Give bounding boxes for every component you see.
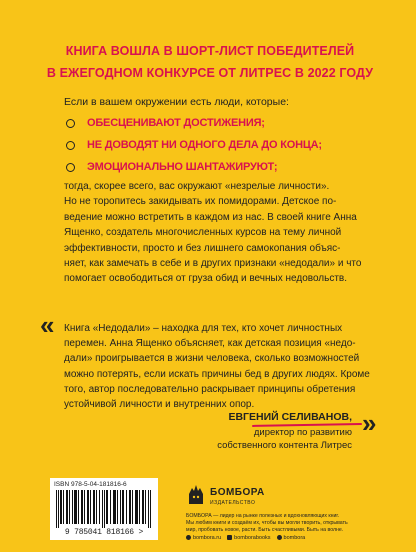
publisher-subtitle: ИЗДАТЕЛЬСТВО — [210, 500, 256, 506]
bullet-text: ЭМОЦИОНАЛЬНО ШАНТАЖИРУЮТ; — [87, 161, 278, 173]
paragraph-line: ведение можно встретить в каждом из нас. В своей книге Анна — [64, 211, 357, 223]
review-quote — [64, 321, 370, 412]
paragraph-line: Но не торопитесь закидывать их помидорами. Детское по- — [64, 196, 337, 208]
description-paragraph — [64, 179, 362, 287]
paragraph-line: няет, как замечать в себе и в других признаки «недодали» и что — [64, 258, 362, 270]
publisher-description-line: БОМБОРА — лидер на рынке полезных и вдохновляющих книг. — [186, 513, 340, 519]
circle-bullet-icon — [66, 141, 75, 150]
bullet-item — [44, 112, 384, 134]
publisher-name: БОМБОРА — [210, 487, 265, 498]
barcode — [50, 478, 158, 540]
social-link-text: bombora — [283, 535, 306, 541]
bullet-item — [44, 134, 384, 156]
hedgehog-logo-icon — [186, 482, 206, 506]
globe-icon — [186, 535, 191, 540]
quote-line: Книга «Недодали» – находка для тех, кто хочет личностных — [64, 323, 343, 334]
circle-bullet-icon — [66, 119, 75, 128]
paragraph-line: Ященко, создатель многочисленных курсов на тему личной — [64, 227, 342, 239]
barcode-bars-icon — [56, 490, 152, 528]
bullet-item — [44, 156, 384, 178]
headline-line-2: В ЕЖЕГОДНОМ КОНКУРСЕ ОТ ЛИТРЕС В 2022 ГОДУ — [46, 66, 374, 80]
intro-text: Если в вашем окружении есть люди, которые: — [64, 96, 289, 108]
social-link[interactable] — [277, 535, 306, 541]
reviewer-role-line: директор по развитию — [253, 427, 352, 438]
quote-line: дали» проигрывается в жизни человека, сколько возможностей — [64, 353, 360, 365]
headline-line-1: КНИГА ВОШЛА В ШОРТ-ЛИСТ ПОБЕДИТЕЛЕЙ — [65, 44, 355, 58]
quote-line: того, автор последовательно раскрывает принципы обретения — [64, 383, 356, 395]
quote-line: можно потерять, если искать причины бед в других людях. Кроме — [64, 368, 370, 380]
headline — [40, 40, 380, 84]
bullet-text: НЕ ДОВОДЯТ НИ ОДНОГО ДЕЛА ДО КОНЦА; — [87, 139, 322, 151]
reviewer-name: ЕВГЕНИЙ СЕЛИВАНОВ, — [228, 411, 352, 423]
paragraph-line: помогает освободиться от груза обид и вечных недовольств. — [64, 273, 348, 285]
quote-line: перемен. Анна Ященко объясняет, как детская позиция «недо- — [64, 338, 356, 350]
bullet-list — [44, 112, 384, 178]
website-link[interactable] — [186, 535, 221, 541]
reviewer-role — [217, 426, 352, 452]
paragraph-line: тогда, скорее всего, вас окружают «незрелые личности». — [64, 181, 330, 192]
publisher-description — [186, 513, 366, 534]
website-link-text: bombora.ru — [193, 535, 222, 541]
publisher-links — [186, 535, 305, 541]
books-link[interactable] — [227, 535, 270, 541]
books-link-text: bomborabooks — [234, 535, 271, 541]
paragraph-line: эффективности, просто и без лишнего самокопания объяс- — [64, 242, 341, 254]
reviewer-role-line: собственного контента Литрес — [217, 440, 352, 451]
circle-bullet-icon — [66, 163, 75, 172]
publisher-logo[interactable] — [186, 482, 265, 506]
publisher-description-line: Мы любим книги и создаём их, чтобы вы могли творить, открывать — [186, 520, 348, 526]
publisher-description-line: мир, пробовать новое, расти. Быть счастливыми. Быть на волне. — [186, 527, 344, 533]
social-icon — [227, 535, 232, 540]
quote-line: устойчивой личности и внутренних опор. — [64, 399, 255, 411]
barcode-number: 9 785041 818166 > — [64, 528, 144, 537]
close-quote-mark: » — [362, 408, 377, 438]
isbn-text: ISBN 978-5-04-181816-6 — [54, 481, 127, 488]
bullet-text: ОБЕСЦЕНИВАЮТ ДОСТИЖЕНИЯ; — [87, 117, 265, 129]
social-icon — [277, 535, 282, 540]
open-quote-mark: « — [40, 310, 55, 340]
